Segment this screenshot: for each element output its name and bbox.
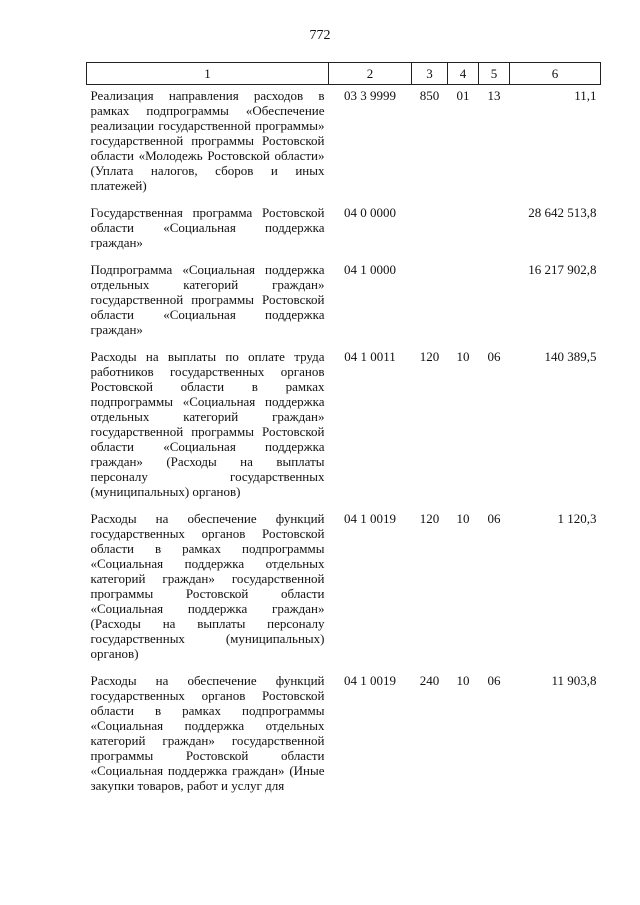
row-description: Реализация направления расходов в рамках подпрограммы «Обеспечение реализации государственной программы» государственной программы Ростовской области «Молодежь Ростовской области» (Уплата налогов, сборов и иных платежей) [90,88,325,193]
table-row [87,668,601,800]
row-description: Подпрограмма «Социальная поддержка отдельных категорий граждан» государственной программы Ростовской области «Социальная поддержка граждан» [90,262,325,337]
header-col-3: 3 [412,63,448,85]
row-target-code: 03 3 9999 [344,88,396,103]
row-section: 10 [456,673,470,688]
row-section: 01 [456,88,470,103]
row-subsection: 06 [487,673,501,688]
row-amount: 11 903,8 [551,673,597,688]
row-subsection: 06 [487,349,501,364]
row-target-code: 04 1 0011 [344,349,396,364]
table-row [87,506,601,668]
table-header-row [87,63,601,85]
row-section [448,257,479,344]
table-row [87,257,601,344]
row-subsection: 13 [487,88,501,103]
row-amount: 140 389,5 [544,349,597,364]
header-col-2: 2 [329,63,412,85]
row-target-code: 04 0 0000 [344,205,396,220]
row-amount: 11,1 [574,88,597,103]
row-amount: 1 120,3 [557,511,597,526]
row-expense-type: 120 [419,349,440,364]
row-expense-type: 850 [419,88,440,103]
table-row [87,344,601,506]
row-amount: 28 642 513,8 [528,205,597,220]
header-col-1: 1 [87,63,329,85]
row-subsection [479,200,510,257]
row-description: Расходы на выплаты по оплате труда работников государственных органов Ростовской области в рамках подпрограммы «Социальная поддержка отдельных категорий граждан» государственной программы Ростовской области «Социальная поддержка граждан» (Расходы на выплаты персоналу государственных (муниципальных) органов) [90,349,325,499]
row-expense-type [412,200,448,257]
budget-table [86,62,601,800]
row-section: 10 [456,349,470,364]
row-description: Расходы на обеспечение функций государственных органов Ростовской области в рамках подпрограммы «Социальная поддержка отдельных категорий граждан» государственной программы Ростовской области «Социальная поддержка граждан» (Иные закупки товаров, работ и услуг для [90,673,325,793]
row-amount: 16 217 902,8 [528,262,597,277]
row-target-code: 04 1 0000 [344,262,396,277]
row-section [448,200,479,257]
row-target-code: 04 1 0019 [344,511,396,526]
header-col-6: 6 [510,63,601,85]
row-target-code: 04 1 0019 [344,673,396,688]
row-description: Государственная программа Ростовской области «Социальная поддержка граждан» [90,205,325,250]
row-expense-type: 240 [419,673,440,688]
row-subsection [479,257,510,344]
row-description: Расходы на обеспечение функций государственных органов Ростовской области в рамках подпрограммы «Социальная поддержка отдельных категорий граждан» государственной программы Ростовской области «Социальная поддержка граждан» (Расходы на выплаты персоналу государственных (муниципальных) органов) [90,511,325,661]
row-expense-type [412,257,448,344]
header-col-5: 5 [479,63,510,85]
table-row [87,200,601,257]
page-number: 772 [309,28,331,43]
row-expense-type: 120 [419,511,440,526]
table-row [87,85,601,201]
header-col-4: 4 [448,63,479,85]
row-subsection: 06 [487,511,501,526]
row-section: 10 [456,511,470,526]
